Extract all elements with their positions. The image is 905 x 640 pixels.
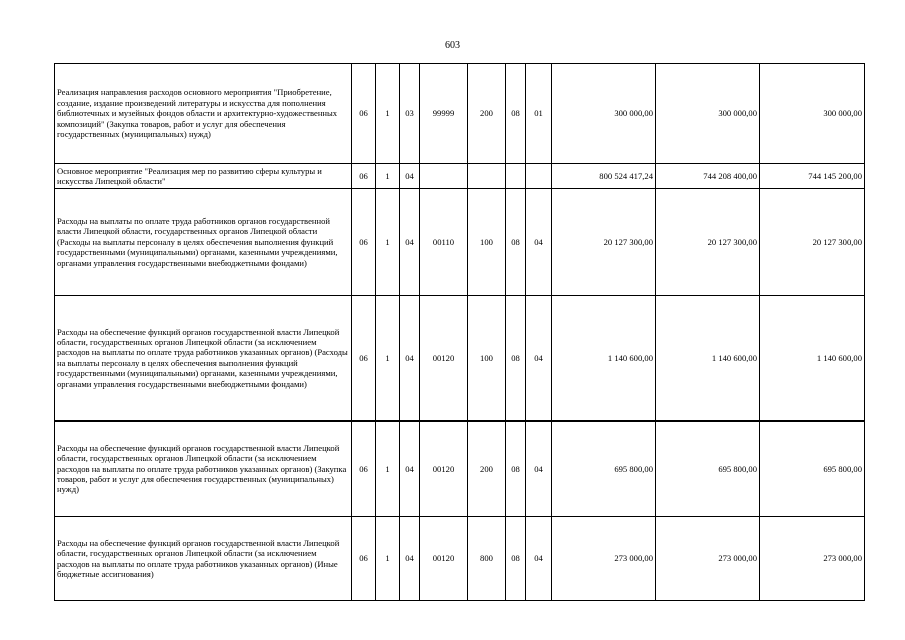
code-cell: 00120 xyxy=(420,296,468,421)
amount-cell: 300 000,00 xyxy=(552,64,656,164)
code-cell: 1 xyxy=(376,189,400,296)
table-row xyxy=(55,517,865,601)
code-cell: 08 xyxy=(506,517,526,601)
row-description: Расходы на обеспечение функций органов государственной власти Липецкой области, государственных органов Липецкой области (за исключением расходов на выплаты по оплате труда работников указанных органов) (Расходы на выплаты персоналу в целях обеспечения выполнения функций государственными (муниципальными) органами, казенными учреждениями, органами управления государственными внебюджетными фондами) xyxy=(55,296,352,421)
amount-cell: 273 000,00 xyxy=(656,517,760,601)
row-description: Расходы на выплаты по оплате труда работников органов государственной власти Липецкой области, государственных органов Липецкой области (Расходы на выплаты персоналу в целях обеспечения выполнения функций государственными (муниципальными) органами, казенными учреждениями, органами управления государственными внебюджетными фондами) xyxy=(55,189,352,296)
code-cell: 100 xyxy=(468,189,506,296)
code-cell: 08 xyxy=(506,296,526,421)
table-row xyxy=(55,296,865,421)
code-cell: 06 xyxy=(352,517,376,601)
code-cell: 200 xyxy=(468,421,506,517)
code-cell: 1 xyxy=(376,517,400,601)
table-row xyxy=(55,189,865,296)
code-cell: 200 xyxy=(468,64,506,164)
row-description: Реализация направления расходов основного мероприятия "Приобретение, создание, издание произведений литературы и искусства для пополнения библиотечных и музейных фондов области и архитектурно-художественных композиций" (Закупка товаров, работ и услуг для обеспечения государственных (муниципальных) нужд) xyxy=(55,64,352,164)
amount-cell: 20 127 300,00 xyxy=(656,189,760,296)
code-cell: 100 xyxy=(468,296,506,421)
amount-cell: 20 127 300,00 xyxy=(552,189,656,296)
code-cell: 06 xyxy=(352,421,376,517)
code-cell: 08 xyxy=(506,421,526,517)
table-row xyxy=(55,64,865,164)
row-description: Основное мероприятие "Реализация мер по развитию сферы культуры и искусства Липецкой области" xyxy=(55,164,352,189)
amount-cell: 1 140 600,00 xyxy=(552,296,656,421)
amount-cell: 20 127 300,00 xyxy=(760,189,865,296)
code-cell: 04 xyxy=(400,189,420,296)
code-cell: 06 xyxy=(352,64,376,164)
code-cell: 1 xyxy=(376,64,400,164)
page-number: 603 xyxy=(445,40,460,51)
amount-cell: 300 000,00 xyxy=(760,64,865,164)
code-cell: 04 xyxy=(400,517,420,601)
code-cell: 1 xyxy=(376,421,400,517)
code-cell: 04 xyxy=(526,517,552,601)
code-cell xyxy=(468,164,506,189)
code-cell: 00120 xyxy=(420,421,468,517)
budget-table xyxy=(54,63,865,601)
table-row xyxy=(55,164,865,189)
amount-cell: 695 800,00 xyxy=(552,421,656,517)
code-cell: 00110 xyxy=(420,189,468,296)
code-cell: 08 xyxy=(506,189,526,296)
table-row xyxy=(55,421,865,517)
code-cell: 03 xyxy=(400,64,420,164)
row-description: Расходы на обеспечение функций органов государственной власти Липецкой области, государственных органов Липецкой области (за исключением расходов на выплаты по оплате труда работников указанных органов) (Иные бюджетные ассигнования) xyxy=(55,517,352,601)
code-cell: 04 xyxy=(400,296,420,421)
code-cell: 1 xyxy=(376,164,400,189)
amount-cell: 1 140 600,00 xyxy=(656,296,760,421)
code-cell: 00120 xyxy=(420,517,468,601)
code-cell: 04 xyxy=(526,296,552,421)
code-cell: 06 xyxy=(352,164,376,189)
amount-cell: 300 000,00 xyxy=(656,64,760,164)
code-cell xyxy=(526,164,552,189)
amount-cell: 695 800,00 xyxy=(656,421,760,517)
code-cell: 04 xyxy=(526,421,552,517)
amount-cell: 273 000,00 xyxy=(552,517,656,601)
amount-cell: 744 145 200,00 xyxy=(760,164,865,189)
code-cell: 01 xyxy=(526,64,552,164)
code-cell: 99999 xyxy=(420,64,468,164)
amount-cell: 744 208 400,00 xyxy=(656,164,760,189)
code-cell: 800 xyxy=(468,517,506,601)
row-description: Расходы на обеспечение функций органов государственной власти Липецкой области, государственных органов Липецкой области (за исключением расходов на выплаты по оплате труда работников указанных органов) (Закупка товаров, работ и услуг для обеспечения государственных (муниципальных) нужд) xyxy=(55,421,352,517)
amount-cell: 1 140 600,00 xyxy=(760,296,865,421)
code-cell: 04 xyxy=(400,164,420,189)
code-cell xyxy=(506,164,526,189)
amount-cell: 695 800,00 xyxy=(760,421,865,517)
code-cell: 04 xyxy=(400,421,420,517)
code-cell: 08 xyxy=(506,64,526,164)
code-cell: 06 xyxy=(352,296,376,421)
code-cell: 04 xyxy=(526,189,552,296)
code-cell xyxy=(420,164,468,189)
code-cell: 06 xyxy=(352,189,376,296)
code-cell: 1 xyxy=(376,296,400,421)
amount-cell: 273 000,00 xyxy=(760,517,865,601)
amount-cell: 800 524 417,24 xyxy=(552,164,656,189)
